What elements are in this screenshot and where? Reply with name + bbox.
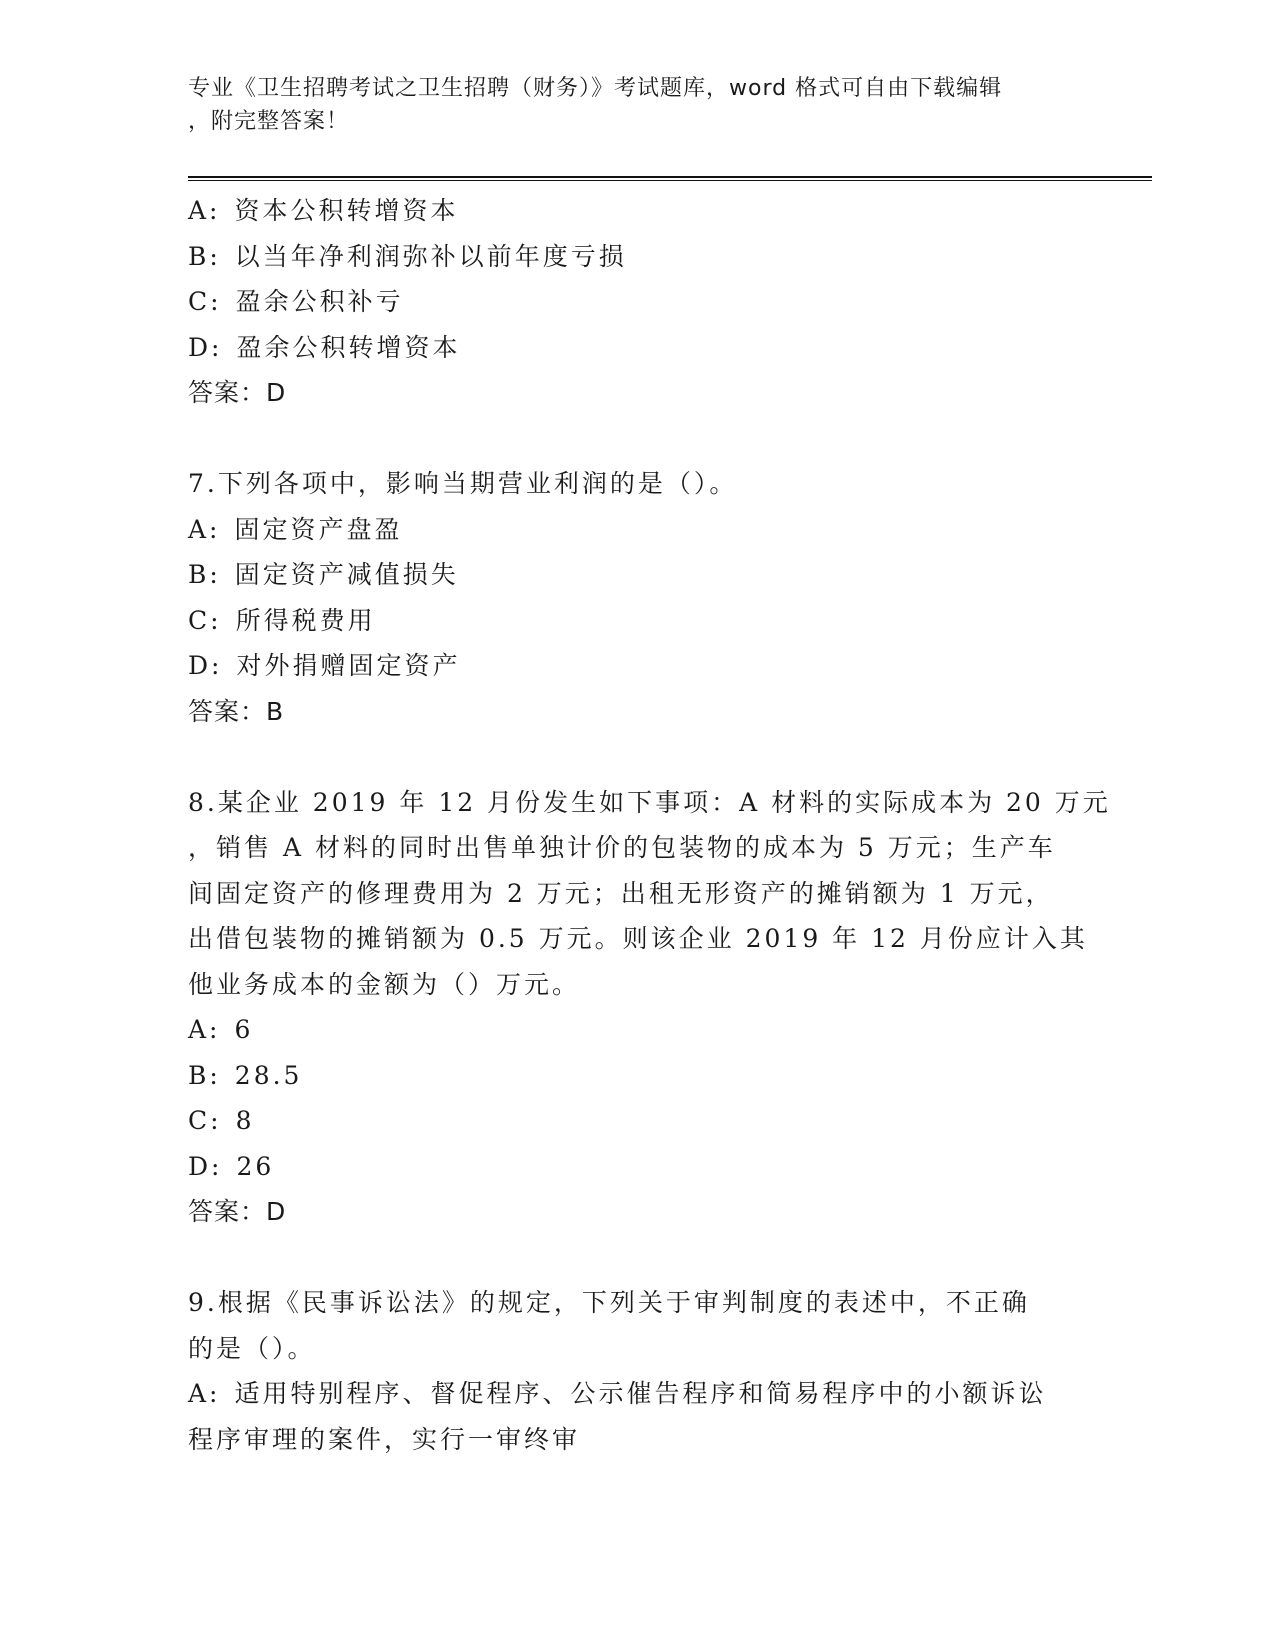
option-a: A: 固定资产盘盈 (188, 514, 403, 544)
option-a: A: 资本公积转增资本 (188, 196, 459, 225)
option-c: C: 8 (188, 1106, 255, 1135)
option-c: C: 盈余公积补亏 (188, 287, 404, 316)
page-header (188, 72, 1068, 138)
option-b: B: 28.5 (188, 1060, 303, 1090)
question-7 (188, 461, 1088, 734)
answer: 答案：D (188, 378, 287, 407)
header-line-2: ，附完整答案！ (188, 109, 350, 134)
option-d: D: 对外捐赠固定资产 (188, 651, 461, 680)
header-rule (188, 176, 1152, 181)
option-a-continuation: 程序审理的案件，实行一审终审 (188, 1424, 581, 1454)
answer: 答案：D (188, 1197, 287, 1226)
question-9 (188, 1280, 1088, 1462)
question-stem-line: 他业务成本的金额为（）万元。 (188, 969, 581, 999)
spacer (188, 416, 1088, 462)
option-a: A: 6 (188, 1015, 254, 1044)
option-a: A: 适用特别程序、督促程序、公示催告程序和简易程序中的小额诉讼 (188, 1379, 1047, 1408)
header-line-1: 专业《卫生招聘考试之卫生招聘（财务）》考试题库，word 格式可自由下载编辑 (188, 76, 1003, 101)
question-stem-line: 9.根据《民事诉讼法》的规定，下列关于审判制度的表述中，不正确 (188, 1288, 1030, 1317)
spacer (188, 1235, 1088, 1281)
option-b: B: 以当年净利润弥补以前年度亏损 (188, 241, 627, 271)
question-stem-line: 8.某企业 2019 年 12 月份发生如下事项：A 材料的实际成本为 20 万元 (188, 787, 1111, 817)
question-stem-line: 的是（）。 (188, 1333, 316, 1363)
option-d: D: 盈余公积转增资本 (188, 332, 461, 362)
question-stem: 7.下列各项中，影响当期营业利润的是（）。 (188, 469, 738, 498)
answer: 答案：B (188, 696, 285, 726)
question-stem-line: 出借包装物的摊销额为 0.5 万元。则该企业 2019 年 12 月份应计入其 (188, 924, 1088, 953)
option-b: B: 固定资产减值损失 (188, 560, 459, 589)
option-d: D: 26 (188, 1151, 275, 1181)
question-content (188, 188, 1111, 1462)
question-stem-line: ，销售 A 材料的同时出售单独计价的包装物的成本为 5 万元；生产车 (188, 833, 1056, 862)
question-stem-line: 间固定资产的修理费用为 2 万元；出租无形资产的摊销额为 1 万元， (188, 878, 1054, 908)
question-6 (188, 188, 1088, 416)
option-c: C: 所得税费用 (188, 605, 376, 635)
spacer (188, 734, 1088, 780)
question-8 (188, 780, 1111, 1235)
